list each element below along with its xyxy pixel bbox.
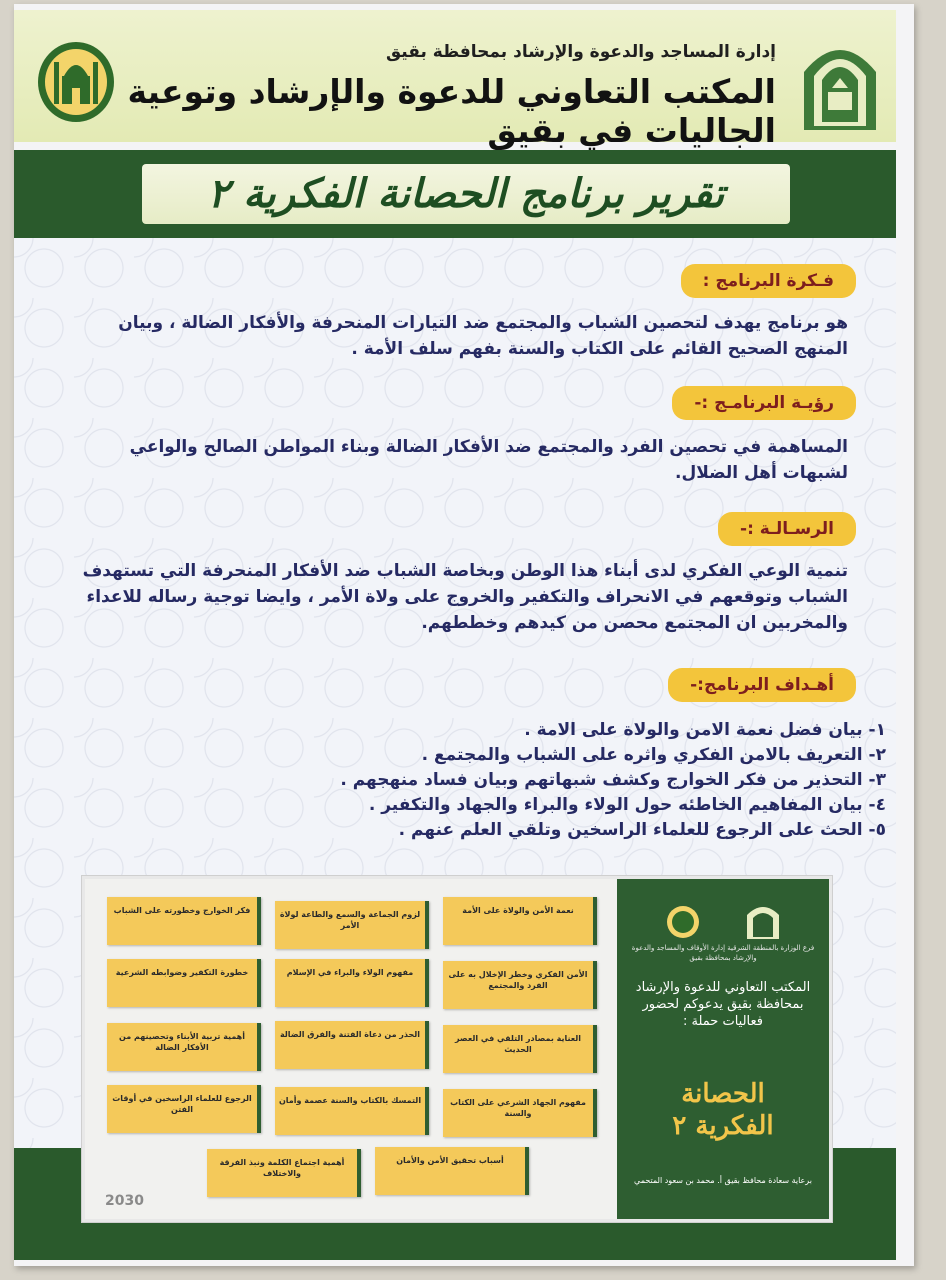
poster-patron: برعاية سعادة محافظ بقيق أ. محمد بن سعود المتحمي — [634, 1176, 812, 1185]
poster-card: الحذر من دعاة الفتنة والفرق الضالة — [275, 1021, 429, 1069]
vision-text: المساهمة في تحصين الفرد والمجتمع ضد الأفكار الضالة وبناء المواطن الصالح والواعي لشبهات أهل الضلال. — [129, 437, 848, 483]
poster-card: فكر الخوارج وخطورته على الشباب — [107, 897, 261, 945]
goal-item: ٥- الحث على الرجوع للعلماء الراسخين وتلقي العلم عنهم . — [398, 820, 886, 840]
idea-text: هو برنامج يهدف لتحصين الشباب والمجتمع ضد التيارات المنحرفة والأفكار الضالة ، وبيان المنهج الصحيح القائم على الكتاب والسنة بفهم سلف الأمة . — [118, 313, 848, 359]
poster-card: الأمن الفكري وخطر الإخلال به على الفرد والمجتمع — [443, 961, 597, 1009]
poster-card: الرجوع للعلماء الراسخين في أوقات الفتن — [107, 1085, 261, 1133]
goal-item: ٣- التحذير من فكر الخوارج وكشف شبهاتهم وبيان فساد منهجهم . — [340, 770, 886, 790]
poster-dept: فرع الوزارة بالمنطقة الشرقية إدارة الأوقاف والمساجد والدعوة والإرشاد بمحافظة بقيق — [631, 944, 815, 962]
poster-card: خطورة التكفير وضوابطه الشرعية — [107, 959, 261, 1007]
poster-card: أهمية تربية الأبناء وتحصينهم من الأفكار الضالة — [107, 1023, 261, 1071]
poster-card: مفهوم الجهاد الشرعي على الكتاب والسنة — [443, 1089, 597, 1137]
poster-card: نعمة الأمن والولاة على الأمة — [443, 897, 597, 945]
poster-logos-icon — [635, 903, 811, 941]
campaign-poster — [82, 876, 832, 1222]
poster-card: أسباب تحقيق الأمن والأمان — [375, 1147, 529, 1195]
mission-label: الرسـالـة :- — [718, 512, 856, 546]
poster-invite: المكتب التعاوني للدعوة والإرشاد بمحافظة بقيق يدعوكم لحضور فعاليات حملة : — [635, 980, 811, 1029]
header-title: المكتب التعاوني للدعوة والإرشاد وتوعية الجاليات في بقيق — [127, 72, 776, 150]
goal-item: ٤- بيان المفاهيم الخاطئه حول الولاء والبراء والجهاد والتكفير . — [368, 795, 886, 815]
report-title: تقرير برنامج الحصانة الفكرية ٢ — [142, 164, 790, 224]
poster-campaign-line1: الحصانة — [681, 1079, 765, 1109]
goal-item: ١- بيان فضل نعمة الامن والولاة على الامة . — [524, 720, 886, 740]
goal-item: ٢- التعريف بالامن الفكري واثره على الشباب والمجتمع . — [421, 745, 886, 765]
header-banner — [14, 10, 896, 150]
vision-label: رؤيـة البرنامـج :- — [672, 386, 856, 420]
header-subtitle: إدارة المساجد والدعوة والإرشاد بمحافظة بقيق — [385, 42, 776, 62]
poster-card: العناية بمصادر التلقي في العصر الحديث — [443, 1025, 597, 1073]
poster-sidebar — [617, 879, 829, 1219]
poster-card: أهمية اجتماع الكلمة ونبذ الفرقة والاختلاف — [207, 1149, 361, 1197]
mission-text: تنمية الوعي الفكري لدى أبناء هذا الوطن وبخاصة الشباب ضد الأفكار المنحرفة التي تستهدف الشباب وتوقعهم في الانحراف والتكفير والخروج على ولاة الأمر ، وايضا توجية رساله للاعداء والمخربين ان المجتمع محصن من كيدهم وخططهم. — [82, 561, 848, 633]
poster-card: لزوم الجماعة والسمع والطاعة لولاة الأمر — [275, 901, 429, 949]
poster-card: التمسك بالكتاب والسنة عصمة وأمان — [275, 1087, 429, 1135]
ministry-arch-icon — [798, 32, 882, 132]
goals-list — [266, 718, 886, 843]
title-band — [14, 150, 896, 238]
goals-label: أهـداف البرنامج:- — [668, 668, 856, 702]
poster-card: مفهوم الولاء والبراء في الإسلام — [275, 959, 429, 1007]
poster-campaign-line2: الفكرية ٢ — [672, 1111, 774, 1141]
idea-label: فـكرة البرنامج : — [681, 264, 856, 298]
vision-2030-mark: 2030 — [105, 1193, 144, 1209]
